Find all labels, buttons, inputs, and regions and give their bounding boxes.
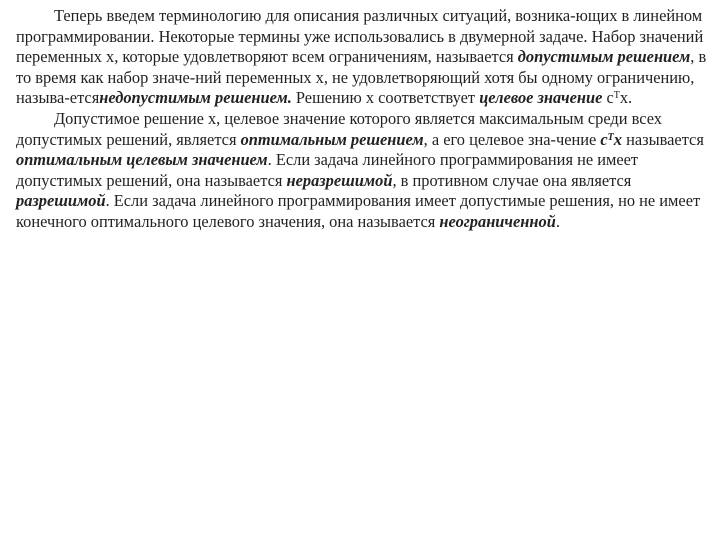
text-segment: Теперь введем терминологию для описания различных ситуаций, возника-ющих в линейном программировании. Некоторые термины уже использовались в двумерной задаче. Набор значений переменных x, которые удовлетворяют всем ограничениям, называется — [16, 6, 704, 67]
formula-c: c — [600, 129, 608, 149]
text-segment: Решению x соответствует — [291, 88, 480, 108]
formula-x: x — [613, 129, 622, 149]
text-segment: . Если задача линейного программирования не имеет допустимых решений, она называется — [16, 150, 639, 190]
paragraph-terminology — [16, 6, 710, 109]
text-segment: . Если задача линейного программирования имеет допустимые решения, но не имеет конечного оптимального целевого значения, она называется — [16, 191, 701, 231]
text-segment: Допустимое решение x, целевое значение которого является максимальным среди всех допустимых решений, является — [16, 108, 662, 149]
text-segment: , в то время как набор значе-ний переменных x, не удовлетворяющий хотя бы одному ограничению, называ-ется — [16, 47, 707, 108]
paragraph-optimal — [16, 109, 710, 233]
term-infeasible: неразрешимой — [286, 170, 393, 190]
term-feasible: разрешимой — [16, 191, 106, 211]
term-objective-value: целевое значение — [479, 88, 603, 108]
term-feasible-solution: допустимым решением — [517, 47, 691, 67]
text-segment: , а его целевое зна-чение — [423, 129, 601, 149]
superscript-transpose: T — [613, 90, 620, 102]
text-segment: . — [555, 211, 560, 231]
text-segment: x. — [619, 88, 633, 108]
text-segment: , в противном случае она является — [392, 170, 632, 190]
text-segment: c — [602, 88, 614, 108]
text-segment: называется — [621, 129, 704, 149]
term-infeasible-solution: недопустимым решением. — [99, 88, 292, 108]
term-optimal-solution: оптимальным решением — [240, 129, 424, 149]
term-optimal-objective-value: оптимальным целевым значением — [16, 150, 268, 170]
term-unbounded: неограниченной — [439, 211, 556, 231]
superscript-transpose: T — [607, 131, 614, 143]
